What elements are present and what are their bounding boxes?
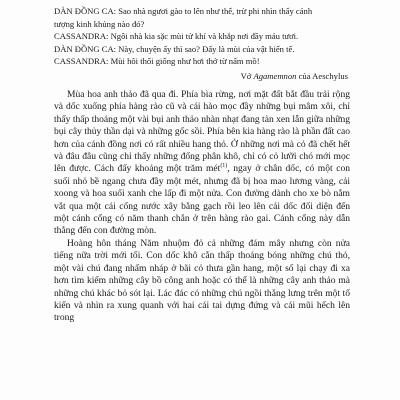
paragraph-text: Mùa hoa anh thảo đã qua đi. Phía bìa rừng, nơi mặt đất bắt đầu trải rộng và dốc xuống phía hàng rào cũ và cái hào mọc đầy những bụi mâm xôi, chỉ thấy thấp thoáng một vài bụi anh thảo nhàn nhạt đang tàn xen lẫn giữa những bụi cây thủy thần dại và những gốc sồi. Phía bên kia hàng rào là phần đất cao hơn của cánh đồng nơi có rất nhiều hang thỏ. Ở những nơi mà cỏ đã chết hết và đâu đâu cũng chỉ thấy những đống phân khô, chỉ có cỏ lưỡi chó mới mọc lên được. Cách đấy khoảng một trăm mét — [54, 89, 350, 175]
epigraph-line: DÀN ĐỒNG CA: Này, chuyện ấy thì sao? Đấy là mùi của vật hiến tế. — [54, 43, 295, 54]
paragraph: Hoàng hôn tháng Năm nhuộm đỏ cả những đám mây nhưng còn nửa tiếng nữa trời mới tối. Con dốc khô cằn thấp thoáng bóng những chú thỏ, một vài chú đang nhấm nháp ở bãi cỏ thưa gần hang, một số lại chạy đi xa hơn tìm kiếm những cây bồ công anh hoặc có thể là những cây anh thảo mà những chú khác bỏ sót lại. Lác đác có những chú ngồi thẳng lưng trên một tổ kiến và nhìn ra xung quanh với hai cái tai dựng đứng và cái mũi hếch lên trong — [54, 237, 350, 324]
epigraph-attribution — [241, 71, 348, 81]
paragraph-text: , ngay ở chân dốc, có một con suối nhỏ bề ngang chưa đầy một mét, nhưng đã bị hoa mao lương vàng, cải xoong và hoa suối xanh che lấp đi một nửa. Con đường dành cho xe bò nằm vắt qua một cái cống nước xây bằng gạch rồi leo lên cái dốc đối diện đến một cánh cổng có năm thanh chắn ở trên hàng rào gai. Cánh cổng này dẫn thẳng đến con đường mòn. — [54, 163, 350, 237]
attribution-work-title: Agamemnon — [253, 71, 297, 81]
epigraph-line: tượng kinh khủng nào đó? — [54, 18, 145, 29]
epigraph-line: DÀN ĐỒNG CA: Sao nhà ngươi gào to lên như thế, trừ phi nhìn thấy cảnh — [54, 6, 313, 16]
attribution-author: của Aeschylus — [296, 71, 348, 81]
epigraph-line: CASSANDRA: Mùi hôi thối giống như hơi thở từ nấm mồ! — [54, 56, 260, 66]
footnote-marker[interactable]: (1) — [220, 163, 228, 170]
paragraph — [54, 89, 350, 238]
body-text — [54, 89, 350, 325]
epigraph — [54, 5, 344, 68]
epigraph-line: CASSANDRA: Ngôi nhà kia sặc mùi tử khí và khắp nơi đầy máu tươi. — [54, 31, 299, 41]
attribution-prefix: Vở — [240, 71, 254, 81]
